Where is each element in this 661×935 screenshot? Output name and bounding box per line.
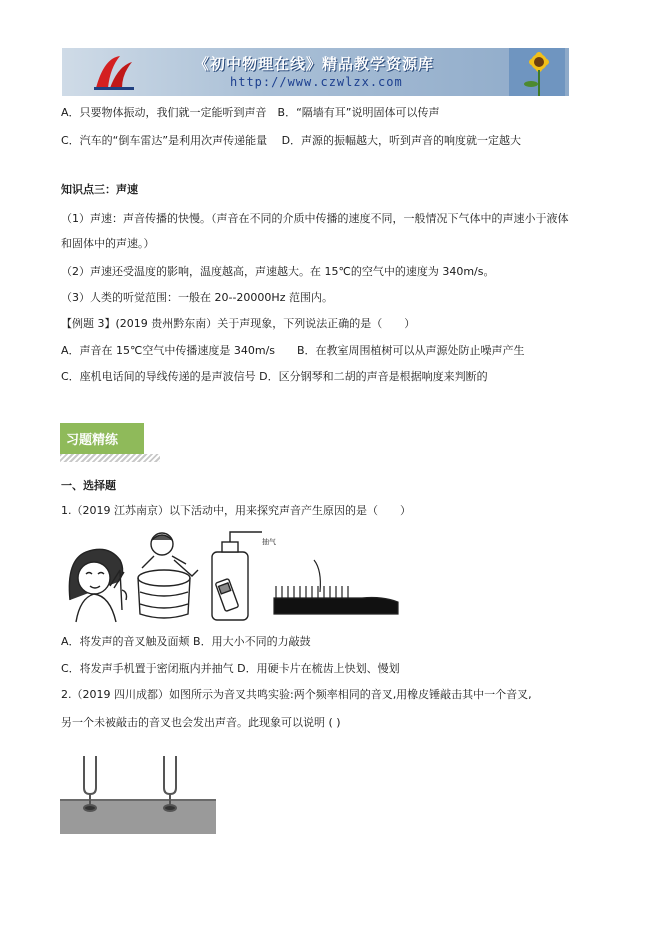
sunflower-icon (509, 48, 565, 96)
boy-drum-illustration (138, 533, 198, 618)
knowledge-point-line-2: （2）声速还受温度的影响，温度越高，声速越大。在 15℃的空气中的速度为 340m/s。 (61, 265, 495, 278)
example-options-ab: A．声音在 15℃空气中传播速度是 340m/s B．在教室周围植树可以从声源处防止噪声产生 (61, 344, 525, 357)
section-underline (60, 454, 160, 462)
knowledge-point-line-1a: （1）声速：声音传播的快慢。（声音在不同的介质中传播的速度不同，一般情况下气体中的声速小于液体 (61, 212, 569, 225)
bottle-phone-illustration (212, 532, 262, 620)
question-options-cd: C．汽车的“倒车雷达”是利用次声传递能量 D．声源的振幅越大，听到声音的响度就一定越大 (61, 134, 522, 147)
banner-title: 《初中物理在线》精品教学资源库 (194, 55, 435, 73)
question-1-figure (62, 530, 402, 624)
pump-label: 抽气 (262, 538, 276, 546)
header-banner (62, 48, 569, 96)
tuning-forks-figure (60, 752, 216, 834)
knowledge-point-line-3: （3）人类的听觉范围：一般在 20--20000Hz 范围内。 (61, 291, 333, 304)
question-1: 1.（2019 江苏南京）以下活动中，用来探究声音产生原因的是（ ） (61, 504, 411, 517)
question-1-options-cd: C．将发声手机置于密闭瓶内并抽气 D．用硬卡片在梳齿上快划、慢划 (61, 662, 400, 675)
banner-url: http://www.czwlzx.com (230, 75, 403, 89)
knowledge-point-line-1b: 和固体中的声速。） (61, 237, 155, 250)
knowledge-point-title: 知识点三：声速 (61, 183, 138, 196)
example-question: 【例题 3】(2019 贵州黔东南）关于声现象，下列说法正确的是（ ） (61, 317, 416, 330)
question-1-options-ab: A．将发声的音叉触及面颊 B．用大小不同的力敲鼓 (61, 635, 311, 648)
example-options-cd: C．座机电话间的导线传递的是声波信号 D．区分钢琴和二胡的声音是根据响度来判断的 (61, 370, 488, 383)
question-2-line-a: 2.（2019 四川成都）如图所示为音叉共鸣实验:两个频率相同的音叉,用橡皮锤敲击其中一个音叉, (61, 688, 532, 701)
section-title: 习题精练 (60, 423, 144, 459)
girl-tuning-fork-illustration (69, 549, 126, 622)
question-options-ab: A．只要物体振动，我们就一定能听到声音 B．“隔墙有耳”说明固体可以传声 (61, 106, 440, 119)
question-2-line-b: 另一个未被敲击的音叉也会发出声音。此现象可以说明 ( ) (61, 716, 341, 729)
part-heading: 一、选择题 (61, 479, 116, 492)
site-logo-icon (90, 52, 136, 92)
comb-card-illustration (274, 560, 398, 614)
